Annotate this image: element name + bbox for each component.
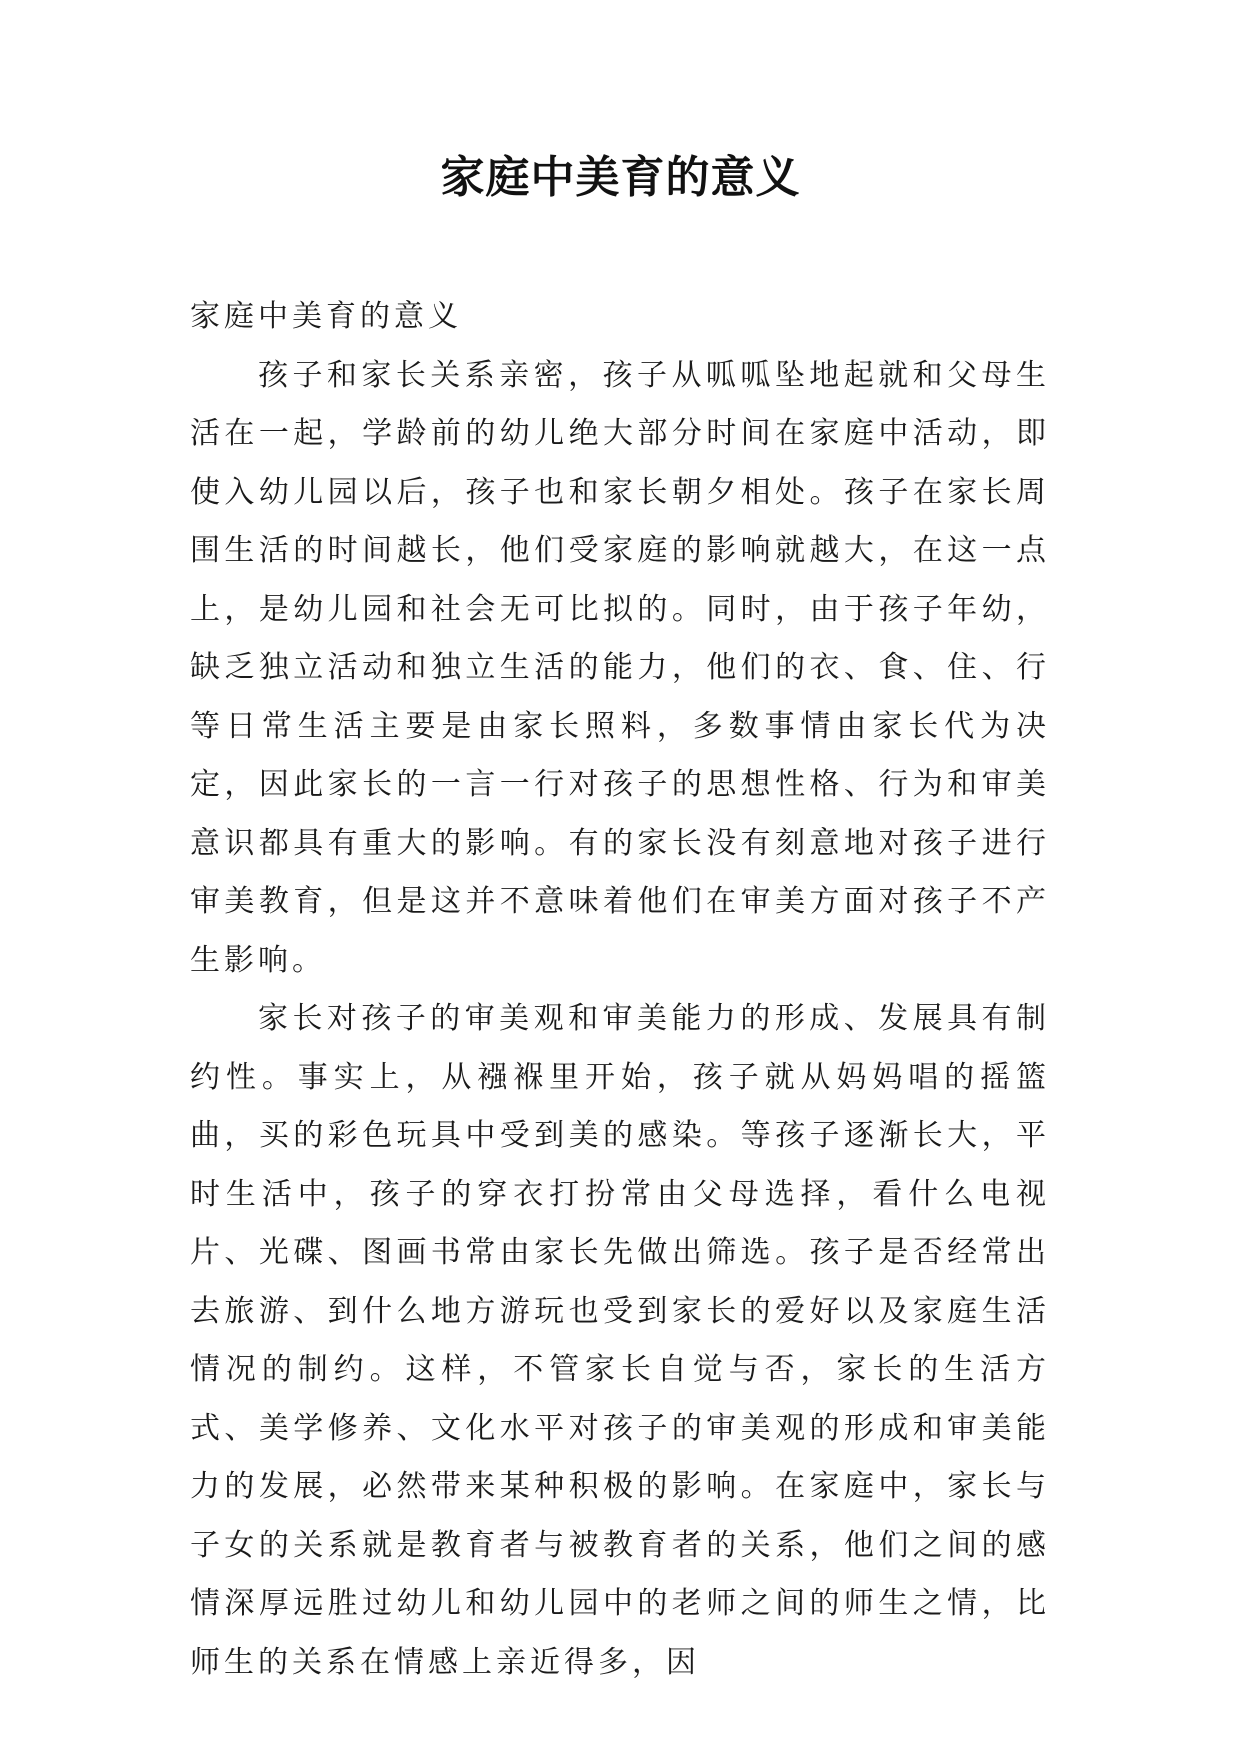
paragraph-2: 家长对孩子的审美观和审美能力的形成、发展具有制约性。事实上，从襁褓里开始，孩子就从妈妈唱的摇篮曲，买的彩色玩具中受到美的感染。等孩子逐渐长大，平时生活中，孩子的穿衣打扮常由父母选择，看什么电视片、光碟、图画书常由家长先做出筛选。孩子是否经常出去旅游、到什么地方游玩也受到家长的爱好以及家庭生活情况的制约。这样，不管家长自觉与否，家长的生活方式、美学修养、文化水平对孩子的审美观的形成和审美能力的发展，必然带来某种积极的影响。在家庭中，家长与子女的关系就是教育者与被教育者的关系，他们之间的感情深厚远胜过幼儿和幼儿园中的老师之间的师生之情，比师生的关系在情感上亲近得多，因: [190, 1001, 1050, 1680]
page-title: 家庭中美育的意义: [440, 152, 801, 203]
paragraph-1: 孩子和家长关系亲密，孩子从呱呱坠地起就和父母生活在一起，学龄前的幼儿绝大部分时间在家庭中活动，即使入幼儿园以后，孩子也和家长朝夕相处。孩子在家长周围生活的时间越长，他们受家庭的影响就越大，在这一点上，是幼儿园和社会无可比拟的。同时，由于孩子年幼，缺乏独立活动和独立生活的能力，他们的衣、食、住、行等日常生活主要是由家长照料，多数事情由家长代为决定，因此家长的一言一行对孩子的思想性格、行为和审美意识都具有重大的影响。有的家长没有刻意地对孩子进行审美教育，但是这并不意味着他们在审美方面对孩子不产生影响。: [190, 357, 1050, 978]
section-heading: 家庭中美育的意义: [190, 299, 462, 334]
document-body: [190, 288, 1050, 1692]
